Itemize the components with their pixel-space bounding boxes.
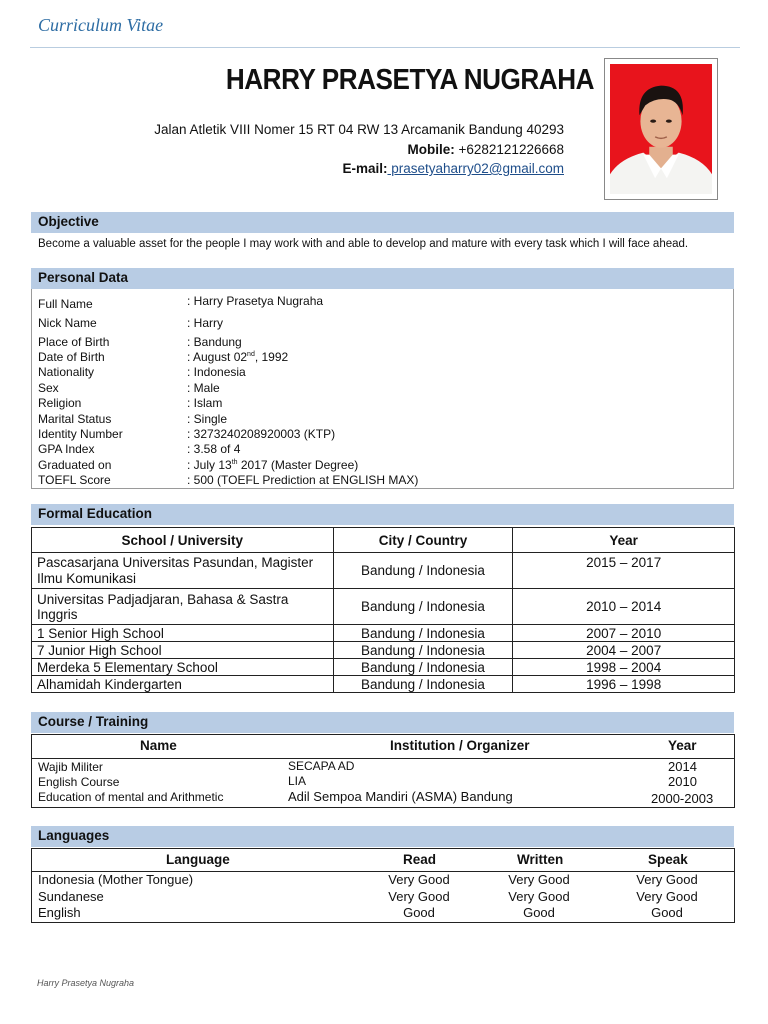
header-divider — [30, 47, 740, 48]
city-cell: Bandung / Indonesia — [333, 676, 513, 693]
date-of-birth-label: Date of Birth — [38, 350, 105, 364]
education-header-row — [32, 528, 735, 553]
written-cell: Very Good — [508, 889, 570, 904]
toefl-score-value: : 500 (TOEFL Prediction at ENGLISH MAX) — [187, 473, 419, 487]
school-cell: 7 Junior High School — [32, 642, 334, 659]
city-cell: Bandung / Indonesia — [333, 625, 513, 642]
language-column-header: Language — [166, 852, 230, 867]
course-year-cell: 2014 — [668, 759, 697, 774]
year-cell: 1996 – 1998 — [513, 676, 735, 693]
sex-value: : Male — [187, 381, 220, 395]
city-cell: Bandung / Indonesia — [333, 589, 513, 625]
address: Jalan Atletik VIII Nomer 15 RT 04 RW 13 Arcamanik Bandung 40293 — [154, 122, 564, 137]
place-of-birth-value: : Bandung — [187, 335, 242, 349]
nick-name-label: Nick Name — [38, 316, 97, 330]
city-cell: Bandung / Indonesia — [333, 659, 513, 676]
speak-cell: Good — [651, 905, 683, 920]
city-cell: Bandung / Indonesia — [333, 553, 513, 589]
course-name-cell: Wajib Militer — [38, 760, 103, 774]
nick-name-value: : Harry — [187, 316, 223, 330]
toefl-score-label: TOEFL Score — [38, 473, 111, 487]
city-cell: Bandung / Indonesia — [333, 642, 513, 659]
graduated-on-label: Graduated on — [38, 458, 112, 472]
course-title: Course / Training — [38, 714, 149, 729]
email-line — [342, 161, 564, 176]
school-cell: Pascasarjana Universitas Pasundan, Magister Ilmu Komunikasi — [32, 553, 334, 589]
education-title: Formal Education — [38, 506, 153, 521]
personal-data-box — [31, 289, 734, 489]
marital-status-value: : Single — [187, 412, 228, 426]
year-cell: 1998 – 2004 — [513, 659, 735, 676]
year-column-header: Year — [513, 528, 735, 553]
date-of-birth-value: : August 02nd, 1992 — [187, 350, 289, 364]
personal-data-title: Personal Data — [38, 270, 129, 285]
read-cell: Good — [403, 905, 435, 920]
speak-cell: Very Good — [636, 872, 698, 887]
school-cell: Universitas Padjadjaran, Bahasa & Sastra Inggris — [32, 589, 334, 625]
mobile-line — [408, 142, 565, 157]
languages-section-header — [31, 826, 734, 847]
year-cell: 2004 – 2007 — [513, 642, 735, 659]
school-cell: Merdeka 5 Elementary School — [32, 659, 334, 676]
language-cell: English — [38, 905, 81, 920]
written-cell: Very Good — [508, 872, 570, 887]
identity-number-label: Identity Number — [38, 427, 123, 441]
read-column-header: Read — [403, 852, 437, 867]
nationality-value: : Indonesia — [187, 365, 246, 379]
footer-text: Harry Prasetya Nugraha — [37, 978, 135, 988]
course-table — [31, 734, 735, 808]
table-row — [32, 676, 735, 693]
year-cell: 2007 – 2010 — [513, 625, 735, 642]
table-row — [32, 589, 735, 625]
course-institution-cell: Adil Sempoa Mandiri (ASMA) Bandung — [288, 789, 513, 804]
written-column-header: Written — [517, 852, 564, 867]
written-cell: Good — [523, 905, 555, 920]
religion-value: : Islam — [187, 396, 223, 410]
school-cell: 1 Senior High School — [32, 625, 334, 642]
course-institution-cell: SECAPA AD — [288, 759, 355, 773]
candidate-name: HARRY PRASETYA NUGRAHA — [225, 64, 595, 96]
cv-header-label: Curriculum Vitae — [38, 15, 164, 35]
table-row — [32, 553, 735, 589]
school-cell: Alhamidah Kindergarten — [32, 676, 334, 693]
mobile-label: Mobile: — [407, 142, 455, 157]
objective-text: Become a valuable asset for the people I may work with and able to develop and mature with every task which I will face ahead. — [38, 238, 689, 250]
objective-title: Objective — [38, 214, 99, 229]
nationality-label: Nationality — [38, 365, 95, 379]
course-section-header — [31, 712, 734, 733]
city-column-header: City / Country — [333, 528, 513, 553]
personal-data-section-header — [31, 268, 734, 289]
mobile-value: +6282121226668 — [454, 142, 564, 157]
year-cell: 2015 – 2017 — [513, 553, 735, 589]
religion-label: Religion — [38, 396, 82, 410]
education-table — [31, 527, 735, 693]
table-row — [32, 642, 735, 659]
table-row — [32, 659, 735, 676]
identity-number-value: : 3273240208920003 (KTP) — [187, 427, 336, 441]
profile-photo — [604, 58, 718, 200]
languages-table — [31, 848, 735, 923]
full-name-value: : Harry Prasetya Nugraha — [187, 294, 324, 308]
sex-label: Sex — [38, 381, 59, 395]
read-cell: Very Good — [388, 872, 450, 887]
speak-cell: Very Good — [636, 889, 698, 904]
course-year-cell: 2010 — [668, 774, 697, 789]
course-name-cell: English Course — [38, 775, 120, 789]
year-cell: 2010 – 2014 — [513, 589, 735, 625]
objective-section-header — [31, 212, 734, 233]
marital-status-label: Marital Status — [38, 412, 112, 426]
full-name-label: Full Name — [38, 297, 93, 311]
language-cell: Indonesia (Mother Tongue) — [38, 872, 194, 887]
course-name-column-header: Name — [140, 738, 177, 753]
education-section-header — [31, 504, 734, 525]
languages-title: Languages — [38, 828, 110, 843]
speak-column-header: Speak — [648, 852, 688, 867]
course-header-divider — [32, 758, 734, 759]
place-of-birth-label: Place of Birth — [38, 335, 110, 349]
course-institution-column-header: Institution / Organizer — [390, 738, 530, 753]
table-row — [32, 625, 735, 642]
gpa-index-value: : 3.58 of 4 — [187, 442, 241, 456]
read-cell: Very Good — [388, 889, 450, 904]
course-year-column-header: Year — [668, 738, 697, 753]
graduated-on-value: : July 13th 2017 (Master Degree) — [187, 458, 359, 472]
course-institution-cell: LIA — [288, 774, 307, 788]
email-label: E-mail: — [342, 161, 388, 176]
gpa-index-label: GPA Index — [38, 442, 95, 456]
language-cell: Sundanese — [38, 889, 104, 904]
school-column-header: School / University — [32, 528, 334, 553]
course-name-cell: Education of mental and Arithmetic — [38, 790, 224, 804]
course-year-cell: 2000-2003 — [651, 791, 714, 806]
email-link[interactable]: prasetyaharry02@gmail.com — [387, 161, 564, 176]
